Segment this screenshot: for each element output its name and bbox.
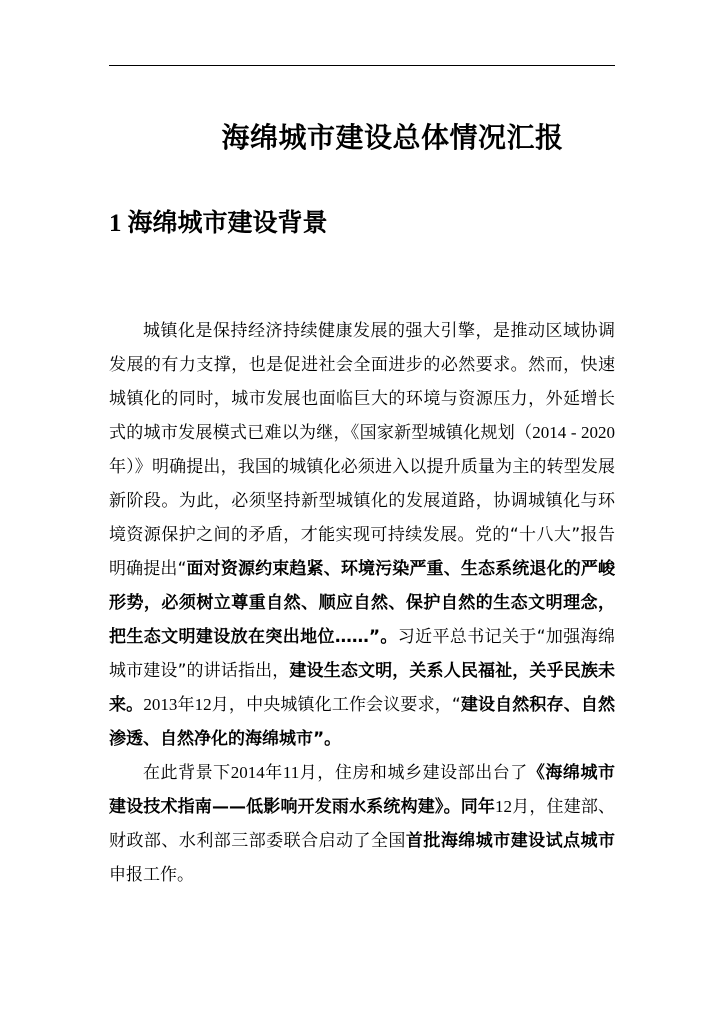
paragraph-1 (109, 314, 615, 756)
bold-text-run: 建设生态文明，关系人民福祉，关乎民族未来。 (109, 661, 616, 715)
bold-text-run: 《海绵城市建设技术指南——低影响开发雨水系统构建》 (109, 763, 616, 817)
bold-text-run: 首批海绵城市建设试点城市 (405, 831, 616, 851)
text-run: 12 (495, 797, 513, 816)
text-run: 习近平总书记关于“加强海绵城市建设”的讲话指出， (109, 627, 615, 681)
text-run: 11 (282, 763, 300, 782)
paragraph-2 (109, 756, 615, 892)
text-run: 年）》明确提出，我国的城镇化必须进入以提升质量为主的转型发展新阶段。为此，必须坚持新型城镇化的发展道路，协调城镇化与环境资源保护之间的矛盾，才能实现可持续发展。党的“十八大”报告明确提出“ (109, 457, 615, 579)
bold-text-run: 。同年 (443, 797, 496, 817)
text-run: 年 (177, 695, 195, 715)
text-run: 月，住建部、财政部、水利部三部委联合启动了全国 (109, 797, 616, 851)
section-number: 1 (109, 210, 122, 237)
body-text (109, 314, 615, 892)
text-run: 2014 (230, 763, 265, 782)
text-run: 月，住房和城乡建设部出台了 (299, 763, 528, 783)
text-run: 2014 - 2020 (532, 423, 616, 442)
text-run: 月，中央城镇化工作会议要求，“ (211, 695, 461, 715)
section-heading-text: 海绵城市建设背景 (127, 208, 328, 237)
header-rule (109, 65, 615, 66)
text-run: 年 (264, 763, 283, 783)
text-run: 12 (194, 695, 212, 714)
document-title: 海绵城市建设总体情况汇报 (221, 121, 564, 154)
bold-text-run: 面对资源约束趋紧、环境污染严重、生态系统退化的严峻形势，必须树立尊重自然、顺应自然、保护自然的生态文明理念，把生态文明建设放在突出地位……”。 (109, 559, 615, 647)
section-heading (109, 203, 615, 244)
text-run: 在此背景下 (143, 763, 231, 783)
text-run: 城镇化是保持经济持续健康发展的强大引擎，是推动区域协调发展的有力支撑，也是促进社会全面进步的必然要求。然而，快速城镇化的同时，城市发展也面临巨大的环境与资源压力，外延增长式的城市发展模式已难以为继，《国家新型城镇化规划（ (109, 321, 615, 443)
bold-text-run: 建设自然积存、自然渗透、自然净化的海绵城市 (109, 695, 616, 749)
text-run: 申报工作。 (109, 865, 194, 885)
bold-text-run: ”。 (313, 729, 342, 749)
text-run: 2013 (143, 695, 178, 714)
